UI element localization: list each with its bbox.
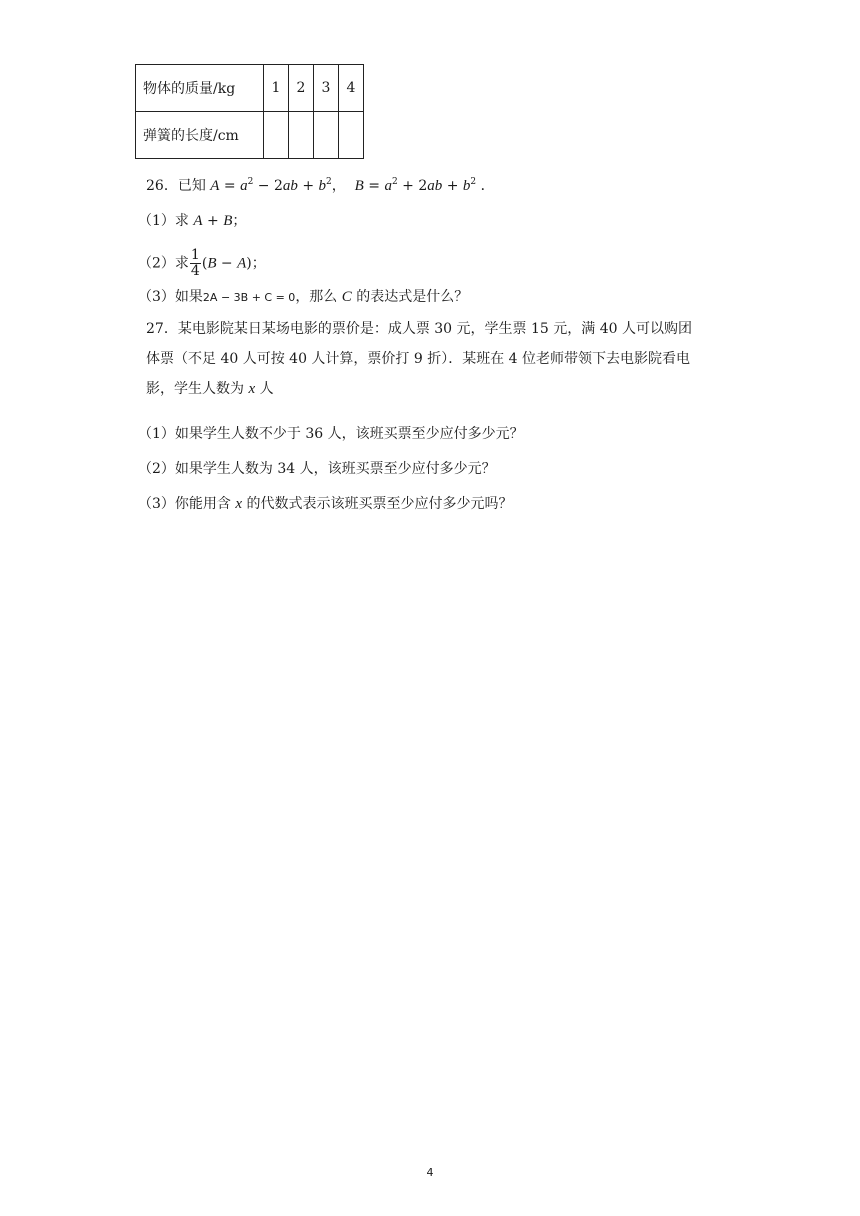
math-variable: C: [341, 289, 352, 305]
table-cell-empty: [264, 112, 289, 159]
question-26-stem: [146, 172, 495, 196]
math-variable: x: [235, 496, 243, 512]
math-equation: 2A − 3B + C = 0: [202, 291, 296, 304]
table-row: [136, 112, 364, 159]
page-number: 4: [426, 1166, 434, 1179]
table-cell-mass-1: 1: [264, 65, 289, 112]
question-27-part-1: （1）如果学生人数不少于 36 人，该班买票至少应付多少元？: [138, 426, 524, 442]
part-end: ；: [232, 213, 247, 229]
question-27-stem: [146, 314, 718, 404]
question-number: 26．: [146, 178, 178, 194]
mass-length-table: [135, 64, 364, 159]
table-header-mass: 物体的质量/kg: [136, 65, 264, 112]
question-text: 已知: [177, 178, 206, 194]
table-cell-empty: [289, 112, 314, 159]
table-header-length: 弹簧的长度/cm: [136, 112, 264, 159]
table-cell-empty: [339, 112, 364, 159]
table-row: [136, 65, 364, 112]
math-expression: (B − A): [201, 255, 252, 272]
part-label: （3）如果: [138, 289, 203, 305]
part-label: （1）求: [138, 213, 189, 229]
part-end: 的表达式是什么？: [356, 289, 469, 305]
math-expression: A + B: [193, 213, 233, 229]
part-label: （2）求: [138, 255, 189, 272]
question-26-part-1: [138, 211, 246, 231]
question-27-line-1: 27．某电影院某日某场电影的票价是：成人票 30 元，学生票 15 元，满 40 人可以购团: [146, 321, 692, 337]
part-end: ；: [251, 255, 266, 272]
part-text: ，那么: [295, 289, 338, 305]
question-27-line-2: 体票（不足 40 人可按 40 人计算，票价打 9 折）．某班在 4 位老师带领下去电影院看电: [146, 351, 691, 367]
fraction-one-quarter: $\frac{1}{4}$: [190, 247, 200, 279]
math-expression-a: $A = a^2 - 2ab + b^2$，: [210, 177, 346, 194]
question-27-line-3: 影，学生人数为 x 人: [146, 381, 274, 397]
question-27-part-2: （2）如果学生人数为 34 人，该班买票至少应付多少元？: [138, 461, 496, 477]
table-cell-mass-4: 4: [339, 65, 364, 112]
question-27-part-3: （3）你能用含 x 的代数式表示该班买票至少应付多少元吗？: [138, 496, 513, 512]
table-cell-mass-2: 2: [289, 65, 314, 112]
question-26-part-3: [138, 287, 468, 308]
question-26-part-2: [138, 248, 266, 279]
table-cell-empty: [314, 112, 339, 159]
math-variable: x: [248, 381, 256, 397]
math-expression-b: $B = a^2 + 2ab + b^2$ ．: [354, 177, 495, 194]
question-number: 27．: [146, 321, 178, 337]
table-cell-mass-3: 3: [314, 65, 339, 112]
